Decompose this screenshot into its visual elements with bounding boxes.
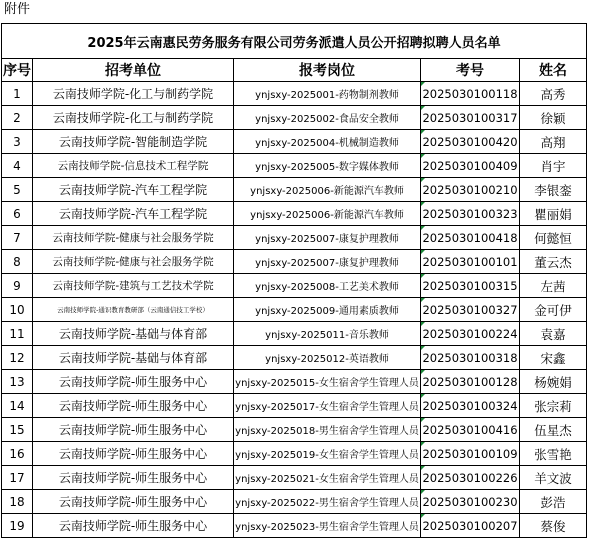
cell-seq: 8 bbox=[2, 250, 33, 274]
text-number-indicator-icon bbox=[421, 250, 425, 254]
cell-exam-no bbox=[421, 82, 520, 106]
cell-unit: 云南技师学院-化工与制药学院 bbox=[33, 82, 234, 106]
cell-unit: 云南技师学院-基础与体育部 bbox=[33, 322, 234, 346]
exam-no-text: 2025030100226 bbox=[422, 470, 518, 485]
table-row bbox=[2, 106, 587, 130]
cell-name: 宋鑫 bbox=[520, 346, 587, 370]
cell-seq: 7 bbox=[2, 226, 33, 250]
cell-exam-no bbox=[421, 466, 520, 490]
cell-seq: 2 bbox=[2, 106, 33, 130]
cell-exam-no bbox=[421, 490, 520, 514]
cell-post: ynjsxy-2025006-新能源汽车教师 bbox=[234, 202, 421, 226]
exam-no-text: 2025030100207 bbox=[422, 518, 518, 533]
cell-seq: 3 bbox=[2, 130, 33, 154]
cell-seq: 17 bbox=[2, 466, 33, 490]
cell-post: ynjsxy-2025005-数字媒体教师 bbox=[234, 154, 421, 178]
cell-name: 伍星杰 bbox=[520, 418, 587, 442]
cell-unit: 云南技师学院-智能制造学院 bbox=[33, 130, 234, 154]
text-number-indicator-icon bbox=[421, 322, 425, 326]
exam-no-text: 2025030100315 bbox=[422, 278, 518, 293]
text-number-indicator-icon bbox=[421, 226, 425, 230]
header-unit: 招考单位 bbox=[33, 59, 234, 82]
cell-name: 瞿丽娟 bbox=[520, 202, 587, 226]
cell-seq: 18 bbox=[2, 490, 33, 514]
cell-seq: 6 bbox=[2, 202, 33, 226]
cell-unit: 云南技师学院-师生服务中心 bbox=[33, 394, 234, 418]
cell-exam-no bbox=[421, 346, 520, 370]
cell-exam-no bbox=[421, 178, 520, 202]
cell-post: ynjsxy-2025011-音乐教师 bbox=[234, 322, 421, 346]
cell-post: ynjsxy-2025006-新能源汽车教师 bbox=[234, 178, 421, 202]
cell-seq: 12 bbox=[2, 346, 33, 370]
cell-exam-no bbox=[421, 322, 520, 346]
cell-seq: 13 bbox=[2, 370, 33, 394]
exam-no-text: 2025030100420 bbox=[422, 134, 518, 149]
cell-unit: 云南技师学院-通识教育教研部（云南通信技工学校） bbox=[33, 298, 234, 322]
cell-post: ynjsxy-2025001-药物制剂教师 bbox=[234, 82, 421, 106]
cell-seq: 16 bbox=[2, 442, 33, 466]
cell-name: 金可伊 bbox=[520, 298, 587, 322]
exam-no-text: 2025030100324 bbox=[422, 398, 518, 413]
cell-exam-no bbox=[421, 154, 520, 178]
cell-name: 肖宇 bbox=[520, 154, 587, 178]
cell-name: 张雪艳 bbox=[520, 442, 587, 466]
exam-no-text: 2025030100210 bbox=[422, 182, 518, 197]
text-number-indicator-icon bbox=[421, 466, 425, 470]
cell-name: 李银銮 bbox=[520, 178, 587, 202]
attachment-label: 附件 bbox=[4, 2, 31, 17]
cell-name: 彭浩 bbox=[520, 490, 587, 514]
header-name: 姓名 bbox=[520, 59, 587, 82]
exam-no-text: 2025030100224 bbox=[422, 326, 518, 341]
table-row bbox=[2, 490, 587, 514]
exam-no-text: 2025030100318 bbox=[422, 350, 518, 365]
cell-post: ynjsxy-2025004-机械制造教师 bbox=[234, 130, 421, 154]
cell-name: 张宗莉 bbox=[520, 394, 587, 418]
cell-post: ynjsxy-2025019-女生宿舍学生管理人员 bbox=[234, 442, 421, 466]
table-row bbox=[2, 418, 587, 442]
table-row bbox=[2, 274, 587, 298]
cell-unit: 云南技师学院-师生服务中心 bbox=[33, 514, 234, 538]
table-title: 2025年云南惠民劳务服务有限公司劳务派遣人员公开招聘拟聘人员名单 bbox=[2, 24, 587, 59]
cell-post: ynjsxy-2025012-英语教师 bbox=[234, 346, 421, 370]
cell-post: ynjsxy-2025018-男生宿舍学生管理人员 bbox=[234, 418, 421, 442]
cell-unit: 云南技师学院-健康与社会服务学院 bbox=[33, 250, 234, 274]
cell-unit: 云南技师学院-师生服务中心 bbox=[33, 418, 234, 442]
text-number-indicator-icon bbox=[421, 442, 425, 446]
cell-name: 左茜 bbox=[520, 274, 587, 298]
title-row bbox=[2, 24, 587, 59]
exam-no-text: 2025030100416 bbox=[422, 422, 518, 437]
cell-unit: 云南技师学院-建筑与工艺技术学院 bbox=[33, 274, 234, 298]
text-number-indicator-icon bbox=[421, 202, 425, 206]
table-body bbox=[2, 82, 587, 538]
table-row bbox=[2, 442, 587, 466]
cell-unit: 云南技师学院-师生服务中心 bbox=[33, 442, 234, 466]
text-number-indicator-icon bbox=[421, 130, 425, 134]
cell-name: 蔡俊 bbox=[520, 514, 587, 538]
hiring-list-table bbox=[1, 23, 587, 538]
cell-seq: 9 bbox=[2, 274, 33, 298]
exam-no-text: 2025030100317 bbox=[422, 110, 518, 125]
text-number-indicator-icon bbox=[421, 298, 425, 302]
cell-name: 徐颖 bbox=[520, 106, 587, 130]
exam-no-text: 2025030100109 bbox=[422, 446, 518, 461]
table-row bbox=[2, 250, 587, 274]
cell-name: 何懿恒 bbox=[520, 226, 587, 250]
cell-seq: 14 bbox=[2, 394, 33, 418]
cell-exam-no bbox=[421, 274, 520, 298]
header-exam-no: 考号 bbox=[421, 59, 520, 82]
cell-name: 羊文波 bbox=[520, 466, 587, 490]
table-row bbox=[2, 466, 587, 490]
cell-unit: 云南技师学院-师生服务中心 bbox=[33, 466, 234, 490]
text-number-indicator-icon bbox=[421, 82, 425, 86]
text-number-indicator-icon bbox=[421, 106, 425, 110]
cell-unit: 云南技师学院-师生服务中心 bbox=[33, 370, 234, 394]
cell-post: ynjsxy-2025022-男生宿舍学生管理人员 bbox=[234, 490, 421, 514]
exam-no-text: 2025030100101 bbox=[422, 254, 518, 269]
cell-exam-no bbox=[421, 370, 520, 394]
cell-exam-no bbox=[421, 442, 520, 466]
text-number-indicator-icon bbox=[421, 346, 425, 350]
table-row bbox=[2, 394, 587, 418]
cell-seq: 15 bbox=[2, 418, 33, 442]
cell-post: ynjsxy-2025017-女生宿舍学生管理人员 bbox=[234, 394, 421, 418]
table-row bbox=[2, 130, 587, 154]
cell-name: 杨婉娟 bbox=[520, 370, 587, 394]
cell-seq: 19 bbox=[2, 514, 33, 538]
cell-unit: 云南技师学院-汽车工程学院 bbox=[33, 178, 234, 202]
exam-no-text: 2025030100327 bbox=[422, 302, 518, 317]
text-number-indicator-icon bbox=[421, 394, 425, 398]
table-row bbox=[2, 178, 587, 202]
table-row bbox=[2, 154, 587, 178]
cell-post: ynjsxy-2025002-食品安全教师 bbox=[234, 106, 421, 130]
cell-unit: 云南技师学院-信息技术工程学院 bbox=[33, 154, 234, 178]
cell-unit: 云南技师学院-师生服务中心 bbox=[33, 490, 234, 514]
cell-name: 高秀 bbox=[520, 82, 587, 106]
cell-post: ynjsxy-2025008-工艺美术教师 bbox=[234, 274, 421, 298]
cell-unit: 云南技师学院-健康与社会服务学院 bbox=[33, 226, 234, 250]
cell-seq: 10 bbox=[2, 298, 33, 322]
exam-no-text: 2025030100118 bbox=[422, 86, 518, 101]
cell-exam-no bbox=[421, 418, 520, 442]
cell-unit: 云南技师学院-基础与体育部 bbox=[33, 346, 234, 370]
cell-post: ynjsxy-2025009-通用素质教师 bbox=[234, 298, 421, 322]
table-row bbox=[2, 226, 587, 250]
header-seq: 序号 bbox=[2, 59, 33, 82]
cell-exam-no bbox=[421, 250, 520, 274]
cell-unit: 云南技师学院-汽车工程学院 bbox=[33, 202, 234, 226]
cell-exam-no bbox=[421, 202, 520, 226]
header-post: 报考岗位 bbox=[234, 59, 421, 82]
cell-post: ynjsxy-2025023-男生宿舍学生管理人员 bbox=[234, 514, 421, 538]
table-row bbox=[2, 322, 587, 346]
text-number-indicator-icon bbox=[421, 490, 425, 494]
cell-post: ynjsxy-2025021-女生宿舍学生管理人员 bbox=[234, 466, 421, 490]
cell-name: 董云杰 bbox=[520, 250, 587, 274]
text-number-indicator-icon bbox=[421, 418, 425, 422]
table-row bbox=[2, 370, 587, 394]
exam-no-text: 2025030100230 bbox=[422, 494, 518, 509]
text-number-indicator-icon bbox=[421, 514, 425, 518]
cell-unit: 云南技师学院-化工与制药学院 bbox=[33, 106, 234, 130]
cell-exam-no bbox=[421, 298, 520, 322]
cell-name: 袁嘉 bbox=[520, 322, 587, 346]
cell-exam-no bbox=[421, 106, 520, 130]
table-row bbox=[2, 346, 587, 370]
exam-no-text: 2025030100418 bbox=[422, 230, 518, 245]
cell-post: ynjsxy-2025007-康复护理教师 bbox=[234, 226, 421, 250]
table-row bbox=[2, 298, 587, 322]
cell-seq: 11 bbox=[2, 322, 33, 346]
text-number-indicator-icon bbox=[421, 274, 425, 278]
cell-name: 高翔 bbox=[520, 130, 587, 154]
cell-post: ynjsxy-2025007-康复护理教师 bbox=[234, 250, 421, 274]
header-row bbox=[2, 59, 587, 82]
cell-seq: 1 bbox=[2, 82, 33, 106]
table-row bbox=[2, 82, 587, 106]
cell-seq: 5 bbox=[2, 178, 33, 202]
exam-no-text: 2025030100409 bbox=[422, 158, 518, 173]
text-number-indicator-icon bbox=[421, 154, 425, 158]
cell-exam-no bbox=[421, 226, 520, 250]
cell-exam-no bbox=[421, 394, 520, 418]
exam-no-text: 2025030100128 bbox=[422, 374, 518, 389]
text-number-indicator-icon bbox=[421, 178, 425, 182]
cell-post: ynjsxy-2025015-女生宿舍学生管理人员 bbox=[234, 370, 421, 394]
text-number-indicator-icon bbox=[421, 370, 425, 374]
table-row bbox=[2, 514, 587, 538]
cell-exam-no bbox=[421, 130, 520, 154]
exam-no-text: 2025030100323 bbox=[422, 206, 518, 221]
cell-seq: 4 bbox=[2, 154, 33, 178]
table-row bbox=[2, 202, 587, 226]
cell-exam-no bbox=[421, 514, 520, 538]
